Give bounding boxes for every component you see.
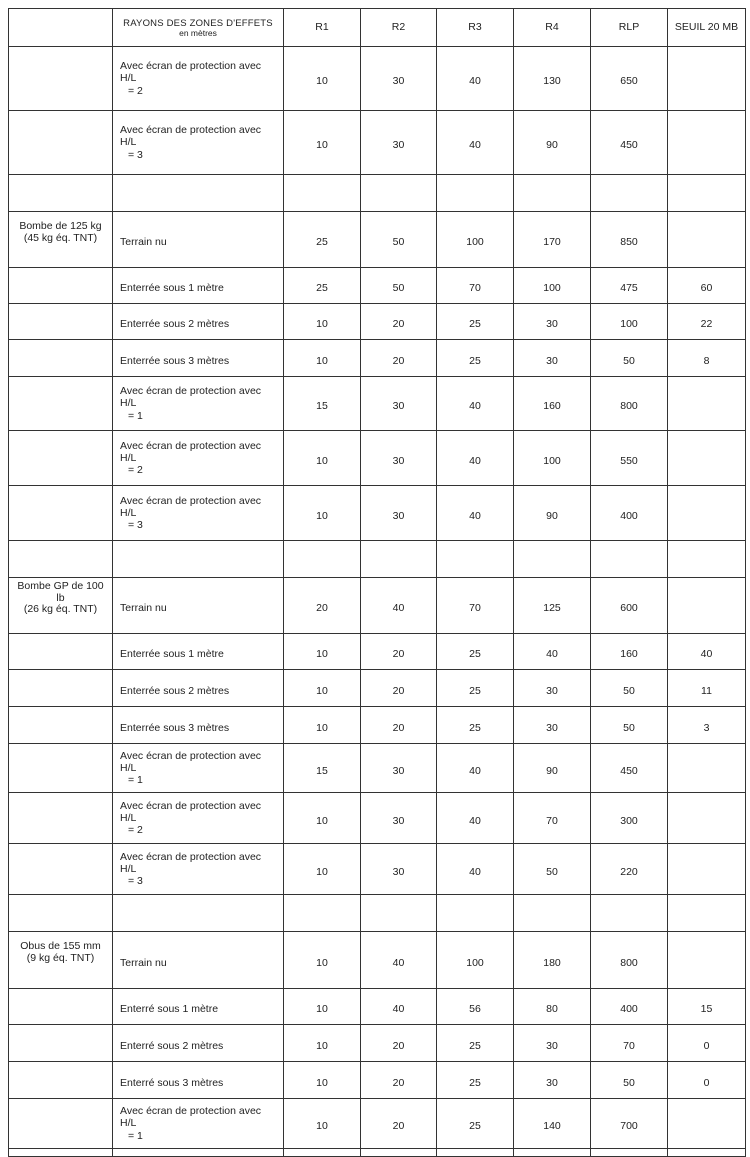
value-seuil bbox=[668, 1099, 746, 1149]
value-seuil: 0 bbox=[668, 1062, 746, 1099]
condition-cell bbox=[113, 340, 284, 377]
table-row bbox=[9, 634, 746, 670]
table-row bbox=[9, 989, 746, 1025]
value-r3: 40 bbox=[437, 431, 514, 486]
value-r1 bbox=[284, 541, 361, 578]
header-r3: R3 bbox=[437, 9, 514, 47]
condition-cell bbox=[113, 1025, 284, 1062]
value-seuil: 0 bbox=[668, 1025, 746, 1062]
munition-cell bbox=[9, 175, 113, 212]
value-r2: 50 bbox=[361, 212, 437, 268]
header-title-cell bbox=[113, 9, 284, 47]
condition-ratio: = 1 bbox=[128, 1129, 143, 1142]
value-seuil: 60 bbox=[668, 268, 746, 304]
value-r3: 70 bbox=[437, 268, 514, 304]
value-r4: 80 bbox=[514, 989, 591, 1025]
condition-cell bbox=[113, 212, 284, 268]
value-rlp: 800 bbox=[591, 377, 668, 431]
condition-cell bbox=[113, 670, 284, 707]
value-seuil bbox=[668, 431, 746, 486]
table-row bbox=[9, 895, 746, 932]
value-r4: 30 bbox=[514, 707, 591, 744]
value-r1: 10 bbox=[284, 111, 361, 175]
cut-off-row bbox=[9, 1149, 746, 1157]
value-r3: 40 bbox=[437, 793, 514, 844]
table-row bbox=[9, 541, 746, 578]
value-seuil bbox=[668, 47, 746, 111]
munition-cell bbox=[9, 212, 113, 268]
condition-cell bbox=[113, 47, 284, 111]
value-r2: 20 bbox=[361, 707, 437, 744]
condition-label: Enterrée sous 2 mètres bbox=[120, 318, 230, 331]
table-row bbox=[9, 1099, 746, 1149]
munition-cell bbox=[9, 486, 113, 541]
condition-cell bbox=[113, 431, 284, 486]
value-seuil bbox=[668, 844, 746, 895]
value-r4: 170 bbox=[514, 212, 591, 268]
value-r2: 50 bbox=[361, 268, 437, 304]
munition-name: Bombe GP de 100 lb bbox=[17, 580, 104, 604]
condition-label: Enterrée sous 2 mètres bbox=[120, 684, 230, 697]
condition-cell bbox=[113, 268, 284, 304]
munition-cell bbox=[9, 1025, 113, 1062]
value-r1: 25 bbox=[284, 268, 361, 304]
value-r3 bbox=[437, 541, 514, 578]
condition-label: Avec écran de protection avec H/L bbox=[120, 850, 262, 875]
table-row bbox=[9, 1062, 746, 1099]
condition-ratio: = 3 bbox=[128, 148, 143, 161]
value-r4: 50 bbox=[514, 844, 591, 895]
value-r3: 100 bbox=[437, 932, 514, 989]
condition-ratio: = 1 bbox=[128, 409, 143, 422]
condition-label: Enterrée sous 3 mètres bbox=[120, 721, 230, 734]
value-r4 bbox=[514, 541, 591, 578]
value-r2: 20 bbox=[361, 1099, 437, 1149]
condition-label: Avec écran de protection avec H/L bbox=[120, 439, 262, 464]
condition-ratio: = 2 bbox=[128, 84, 143, 97]
value-r1: 10 bbox=[284, 989, 361, 1025]
value-r3: 25 bbox=[437, 304, 514, 340]
table-row bbox=[9, 670, 746, 707]
table-row bbox=[9, 932, 746, 989]
value-rlp: 100 bbox=[591, 304, 668, 340]
value-rlp: 550 bbox=[591, 431, 668, 486]
value-seuil: 8 bbox=[668, 340, 746, 377]
value-r4: 130 bbox=[514, 47, 591, 111]
value-r3: 25 bbox=[437, 670, 514, 707]
value-r1: 10 bbox=[284, 1099, 361, 1149]
value-r4: 140 bbox=[514, 1099, 591, 1149]
munition-tnt-equivalent: (45 kg éq. TNT) bbox=[23, 231, 98, 244]
table-row bbox=[9, 377, 746, 431]
value-rlp: 600 bbox=[591, 578, 668, 634]
value-seuil bbox=[668, 377, 746, 431]
table-row bbox=[9, 707, 746, 744]
condition-cell bbox=[113, 111, 284, 175]
condition-cell bbox=[113, 377, 284, 431]
value-r3: 70 bbox=[437, 578, 514, 634]
value-rlp: 50 bbox=[591, 340, 668, 377]
munition-cell bbox=[9, 793, 113, 844]
table-row bbox=[9, 268, 746, 304]
table-row bbox=[9, 1025, 746, 1062]
munition-cell bbox=[9, 707, 113, 744]
condition-cell bbox=[113, 793, 284, 844]
value-r2: 20 bbox=[361, 634, 437, 670]
munition-cell bbox=[9, 1099, 113, 1149]
condition-cell bbox=[113, 304, 284, 340]
condition-ratio: = 3 bbox=[128, 519, 143, 532]
table-row bbox=[9, 431, 746, 486]
value-rlp: 50 bbox=[591, 670, 668, 707]
table-row bbox=[9, 340, 746, 377]
munition-cell bbox=[9, 111, 113, 175]
value-r3: 40 bbox=[437, 744, 514, 793]
condition-cell bbox=[113, 1099, 284, 1149]
munition-cell bbox=[9, 744, 113, 793]
condition-label: Enterré sous 3 mètres bbox=[120, 1076, 224, 1089]
value-r3: 25 bbox=[437, 1025, 514, 1062]
munition-cell bbox=[9, 340, 113, 377]
value-r4: 40 bbox=[514, 634, 591, 670]
value-rlp bbox=[591, 895, 668, 932]
value-rlp: 800 bbox=[591, 932, 668, 989]
munition-cell bbox=[9, 47, 113, 111]
condition-cell bbox=[113, 541, 284, 578]
value-r2: 30 bbox=[361, 377, 437, 431]
value-r1: 10 bbox=[284, 1025, 361, 1062]
condition-label: Avec écran de protection avec H/L bbox=[120, 124, 262, 149]
value-r1: 10 bbox=[284, 932, 361, 989]
munition-name: Obus de 155 mm bbox=[20, 940, 101, 953]
effects-radii-table bbox=[8, 8, 746, 1157]
table-row bbox=[9, 486, 746, 541]
value-r4: 30 bbox=[514, 1025, 591, 1062]
condition-label: Avec écran de protection avec H/L bbox=[120, 60, 262, 85]
value-rlp bbox=[591, 175, 668, 212]
value-r1: 10 bbox=[284, 431, 361, 486]
condition-cell bbox=[113, 932, 284, 989]
cut-off-cell bbox=[668, 1149, 746, 1157]
header-r2: R2 bbox=[361, 9, 437, 47]
value-r4 bbox=[514, 175, 591, 212]
condition-cell bbox=[113, 175, 284, 212]
value-seuil bbox=[668, 744, 746, 793]
value-r2: 30 bbox=[361, 431, 437, 486]
header-units: en mètres bbox=[179, 27, 217, 38]
munition-cell bbox=[9, 578, 113, 634]
condition-label: Avec écran de protection avec H/L bbox=[120, 1105, 262, 1130]
value-rlp: 160 bbox=[591, 634, 668, 670]
value-r3: 40 bbox=[437, 844, 514, 895]
cut-off-cell bbox=[361, 1149, 437, 1157]
value-r1: 10 bbox=[284, 844, 361, 895]
value-seuil: 11 bbox=[668, 670, 746, 707]
value-r3: 25 bbox=[437, 1062, 514, 1099]
value-rlp: 220 bbox=[591, 844, 668, 895]
condition-cell bbox=[113, 744, 284, 793]
value-r3: 100 bbox=[437, 212, 514, 268]
value-r2: 20 bbox=[361, 340, 437, 377]
value-r1: 10 bbox=[284, 304, 361, 340]
header-title: RAYONS DES ZONES D'EFFETS bbox=[123, 17, 273, 29]
value-r4: 90 bbox=[514, 744, 591, 793]
value-r4: 30 bbox=[514, 304, 591, 340]
value-r4: 90 bbox=[514, 486, 591, 541]
condition-label: Avec écran de protection avec H/L bbox=[120, 385, 262, 410]
condition-cell bbox=[113, 844, 284, 895]
value-seuil bbox=[668, 541, 746, 578]
header-seuil: SEUIL 20 MB bbox=[668, 9, 746, 47]
value-r3 bbox=[437, 895, 514, 932]
value-r2 bbox=[361, 541, 437, 578]
value-r1: 10 bbox=[284, 47, 361, 111]
value-r3: 40 bbox=[437, 486, 514, 541]
value-r3: 25 bbox=[437, 707, 514, 744]
value-seuil bbox=[668, 932, 746, 989]
condition-cell bbox=[113, 1062, 284, 1099]
condition-ratio: = 2 bbox=[128, 464, 143, 477]
table-row bbox=[9, 793, 746, 844]
header-r1: R1 bbox=[284, 9, 361, 47]
value-seuil: 3 bbox=[668, 707, 746, 744]
cut-off-cell bbox=[591, 1149, 668, 1157]
value-rlp: 450 bbox=[591, 111, 668, 175]
munition-tnt-equivalent: (9 kg éq. TNT) bbox=[26, 952, 95, 964]
value-rlp: 300 bbox=[591, 793, 668, 844]
value-seuil bbox=[668, 212, 746, 268]
cut-off-cell bbox=[113, 1149, 284, 1157]
value-r2 bbox=[361, 895, 437, 932]
value-r4: 90 bbox=[514, 111, 591, 175]
value-seuil: 40 bbox=[668, 634, 746, 670]
value-r1: 10 bbox=[284, 340, 361, 377]
value-r2: 20 bbox=[361, 670, 437, 707]
condition-ratio: = 2 bbox=[128, 824, 143, 837]
munition-cell bbox=[9, 989, 113, 1025]
munition-cell bbox=[9, 670, 113, 707]
value-r2: 30 bbox=[361, 486, 437, 541]
value-r3: 25 bbox=[437, 1099, 514, 1149]
value-seuil bbox=[668, 895, 746, 932]
condition-cell bbox=[113, 578, 284, 634]
header-empty-cell bbox=[9, 9, 113, 47]
munition-cell bbox=[9, 377, 113, 431]
condition-cell bbox=[113, 486, 284, 541]
condition-label: Enterrée sous 1 mètre bbox=[120, 282, 224, 295]
condition-label: Avec écran de protection avec H/L bbox=[120, 799, 262, 824]
munition-name: Bombe de 125 kg bbox=[19, 219, 102, 232]
value-r4: 30 bbox=[514, 340, 591, 377]
value-r4: 30 bbox=[514, 670, 591, 707]
value-r3: 40 bbox=[437, 377, 514, 431]
condition-label: Enterrée sous 3 mètres bbox=[120, 354, 230, 367]
munition-cell bbox=[9, 304, 113, 340]
value-r3: 56 bbox=[437, 989, 514, 1025]
table-row bbox=[9, 212, 746, 268]
munition-cell bbox=[9, 634, 113, 670]
value-rlp: 50 bbox=[591, 707, 668, 744]
value-rlp: 70 bbox=[591, 1025, 668, 1062]
value-r1 bbox=[284, 175, 361, 212]
value-r1: 10 bbox=[284, 634, 361, 670]
cut-off-cell bbox=[514, 1149, 591, 1157]
value-r3: 25 bbox=[437, 634, 514, 670]
value-r1: 10 bbox=[284, 793, 361, 844]
value-r1: 20 bbox=[284, 578, 361, 634]
value-r2 bbox=[361, 175, 437, 212]
cut-off-cell bbox=[437, 1149, 514, 1157]
value-r3: 40 bbox=[437, 111, 514, 175]
cut-off-cell bbox=[9, 1149, 113, 1157]
value-r1: 15 bbox=[284, 377, 361, 431]
value-r2: 40 bbox=[361, 932, 437, 989]
value-r1: 10 bbox=[284, 1062, 361, 1099]
value-seuil bbox=[668, 111, 746, 175]
table-row bbox=[9, 304, 746, 340]
value-seuil: 15 bbox=[668, 989, 746, 1025]
value-r2: 30 bbox=[361, 744, 437, 793]
value-r2: 20 bbox=[361, 1062, 437, 1099]
value-r3: 25 bbox=[437, 340, 514, 377]
table-row bbox=[9, 111, 746, 175]
value-seuil bbox=[668, 486, 746, 541]
value-r1: 10 bbox=[284, 486, 361, 541]
value-r4: 180 bbox=[514, 932, 591, 989]
value-rlp: 400 bbox=[591, 989, 668, 1025]
value-r4: 125 bbox=[514, 578, 591, 634]
header-rlp: RLP bbox=[591, 9, 668, 47]
value-r2: 30 bbox=[361, 47, 437, 111]
value-seuil bbox=[668, 793, 746, 844]
value-r3: 40 bbox=[437, 47, 514, 111]
value-r4: 30 bbox=[514, 1062, 591, 1099]
value-rlp: 400 bbox=[591, 486, 668, 541]
munition-tnt-equivalent: (26 kg éq. TNT) bbox=[23, 603, 98, 616]
condition-label: Enterré sous 1 mètre bbox=[120, 1003, 219, 1016]
value-r3 bbox=[437, 175, 514, 212]
value-rlp: 850 bbox=[591, 212, 668, 268]
munition-cell bbox=[9, 541, 113, 578]
cut-off-cell bbox=[284, 1149, 361, 1157]
table-row bbox=[9, 578, 746, 634]
table-row bbox=[9, 844, 746, 895]
munition-cell bbox=[9, 844, 113, 895]
condition-label: Enterrée sous 1 mètre bbox=[120, 648, 224, 661]
condition-cell bbox=[113, 989, 284, 1025]
value-r1: 10 bbox=[284, 670, 361, 707]
value-r2: 40 bbox=[361, 989, 437, 1025]
condition-label: Terrain nu bbox=[120, 602, 167, 615]
value-r1: 25 bbox=[284, 212, 361, 268]
condition-ratio: = 3 bbox=[128, 875, 143, 888]
condition-label: Terrain nu bbox=[120, 236, 167, 249]
munition-cell bbox=[9, 932, 113, 989]
munition-cell bbox=[9, 268, 113, 304]
condition-cell bbox=[113, 895, 284, 932]
value-r1: 15 bbox=[284, 744, 361, 793]
value-r2: 20 bbox=[361, 1025, 437, 1062]
table-row bbox=[9, 744, 746, 793]
value-seuil: 22 bbox=[668, 304, 746, 340]
value-r2: 30 bbox=[361, 793, 437, 844]
value-rlp: 650 bbox=[591, 47, 668, 111]
condition-cell bbox=[113, 634, 284, 670]
munition-cell bbox=[9, 1062, 113, 1099]
value-seuil bbox=[668, 578, 746, 634]
value-r4: 100 bbox=[514, 268, 591, 304]
value-r1 bbox=[284, 895, 361, 932]
value-rlp: 450 bbox=[591, 744, 668, 793]
value-r4: 70 bbox=[514, 793, 591, 844]
condition-label: Avec écran de protection avec H/L bbox=[120, 494, 262, 519]
value-rlp: 475 bbox=[591, 268, 668, 304]
condition-label: Enterré sous 2 mètres bbox=[120, 1039, 224, 1052]
table-row bbox=[9, 47, 746, 111]
value-rlp: 50 bbox=[591, 1062, 668, 1099]
condition-ratio: = 1 bbox=[128, 774, 143, 787]
value-rlp bbox=[591, 541, 668, 578]
value-seuil bbox=[668, 175, 746, 212]
condition-label: Terrain nu bbox=[120, 956, 167, 969]
value-rlp: 700 bbox=[591, 1099, 668, 1149]
table-row bbox=[9, 175, 746, 212]
condition-cell bbox=[113, 707, 284, 744]
value-r1: 10 bbox=[284, 707, 361, 744]
munition-cell bbox=[9, 895, 113, 932]
value-r4: 160 bbox=[514, 377, 591, 431]
value-r2: 40 bbox=[361, 578, 437, 634]
munition-cell bbox=[9, 431, 113, 486]
header-r4: R4 bbox=[514, 9, 591, 47]
condition-label: Avec écran de protection avec H/L bbox=[120, 749, 262, 774]
value-r2: 30 bbox=[361, 844, 437, 895]
value-r2: 30 bbox=[361, 111, 437, 175]
header-row bbox=[9, 9, 746, 47]
value-r4 bbox=[514, 895, 591, 932]
value-r4: 100 bbox=[514, 431, 591, 486]
value-r2: 20 bbox=[361, 304, 437, 340]
